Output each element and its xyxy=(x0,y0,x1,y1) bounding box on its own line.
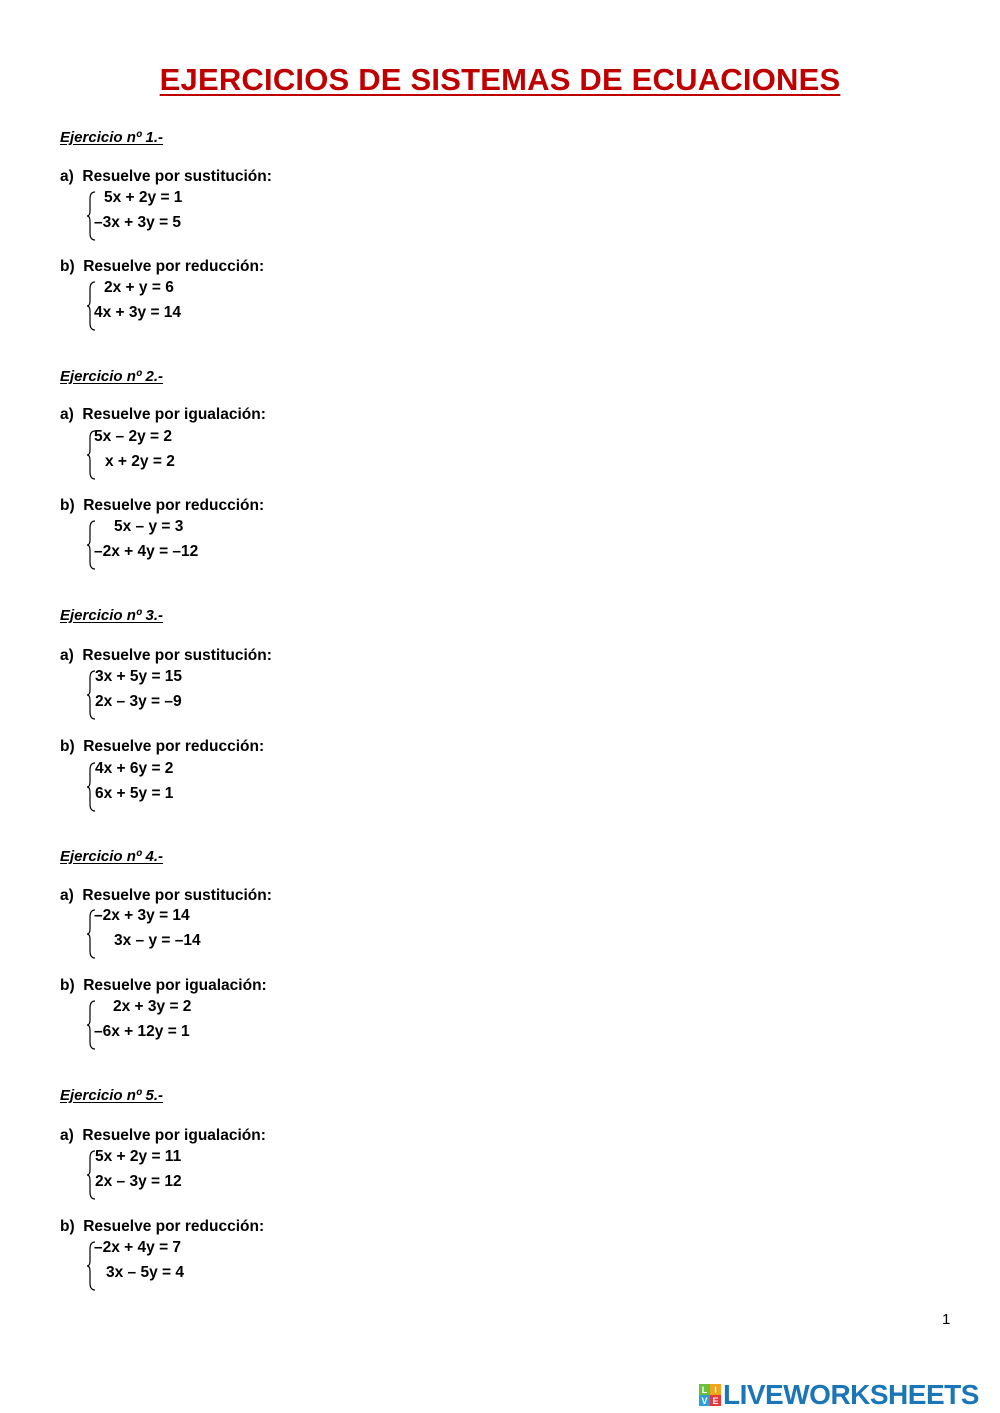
exercise-5a-label: a) Resuelve por igualación: xyxy=(60,1127,266,1144)
equation-1: 5x – y = 3 xyxy=(114,518,184,535)
exercise-2a-system xyxy=(86,428,246,484)
equation-2: 3x – y = –14 xyxy=(114,932,201,949)
exercise-1b-system xyxy=(86,279,246,335)
equation-1: 5x + 2y = 11 xyxy=(95,1148,182,1165)
exercise-3a-system xyxy=(86,668,246,724)
equation-2: –3x + 3y = 5 xyxy=(94,214,182,231)
liveworksheets-logo xyxy=(699,1380,979,1410)
equation-1: 5x + 2y = 1 xyxy=(104,189,183,206)
exercise-2a-label: a) Resuelve por igualación: xyxy=(60,406,266,423)
exercise-5-heading: Ejercicio nº 5.- xyxy=(60,1087,164,1104)
exercise-1a-system xyxy=(86,189,246,245)
equation-2: –2x + 4y = –12 xyxy=(94,543,199,560)
exercise-2b-label: b) Resuelve por reducción: xyxy=(60,497,265,514)
logo-text: LIVEWORKSHEETS xyxy=(723,1379,979,1410)
liveworksheets-logo-icon xyxy=(699,1384,721,1406)
equation-1: 2x + y = 6 xyxy=(104,279,174,296)
exercise-4a-label: a) Resuelve por sustitución: xyxy=(60,887,272,904)
equation-2: 3x – 5y = 4 xyxy=(106,1264,184,1281)
equation-2: –6x + 12y = 1 xyxy=(94,1023,190,1040)
exercise-5b-system xyxy=(86,1239,246,1295)
equation-1: 4x + 6y = 2 xyxy=(95,760,174,777)
equation-1: 5x – 2y = 2 xyxy=(94,428,172,445)
equation-1: 3x + 5y = 15 xyxy=(95,668,183,685)
equation-2: 4x + 3y = 14 xyxy=(94,304,182,321)
exercise-4b-label: b) Resuelve por igualación: xyxy=(60,977,267,994)
equation-2: 6x + 5y = 1 xyxy=(95,785,174,802)
equation-1: –2x + 4y = 7 xyxy=(94,1239,182,1256)
exercise-3b-label: b) Resuelve por reducción: xyxy=(60,738,265,755)
exercise-4-heading: Ejercicio nº 4.- xyxy=(60,848,164,865)
exercise-4a-system xyxy=(86,907,246,963)
logo-mark-letter: I xyxy=(710,1384,721,1395)
exercise-3-heading: Ejercicio nº 3.- xyxy=(60,607,164,624)
exercise-1b-label: b) Resuelve por reducción: xyxy=(60,258,265,275)
exercise-1-heading: Ejercicio nº 1.- xyxy=(60,129,164,146)
exercise-3b-system xyxy=(86,760,246,816)
exercise-5a-system xyxy=(86,1148,246,1204)
equation-2: x + 2y = 2 xyxy=(105,453,175,470)
equation-1: 2x + 3y = 2 xyxy=(113,998,192,1015)
equation-1: –2x + 3y = 14 xyxy=(94,907,190,924)
exercise-2-heading: Ejercicio nº 2.- xyxy=(60,368,164,385)
logo-mark-letter: L xyxy=(699,1384,710,1395)
exercise-1a-label: a) Resuelve por sustitución: xyxy=(60,168,272,185)
exercise-4b-system xyxy=(86,998,246,1054)
page-number: 1 xyxy=(942,1311,951,1328)
exercise-5b-label: b) Resuelve por reducción: xyxy=(60,1218,265,1235)
equation-2: 2x – 3y = –9 xyxy=(95,693,182,710)
page-title: EJERCICIOS DE SISTEMAS DE ECUACIONES xyxy=(159,62,841,97)
exercise-2b-system xyxy=(86,518,246,574)
logo-mark-letter: E xyxy=(710,1395,721,1406)
exercise-3a-label: a) Resuelve por sustitución: xyxy=(60,647,272,664)
equation-2: 2x – 3y = 12 xyxy=(95,1173,182,1190)
logo-mark-letter: V xyxy=(699,1395,710,1406)
